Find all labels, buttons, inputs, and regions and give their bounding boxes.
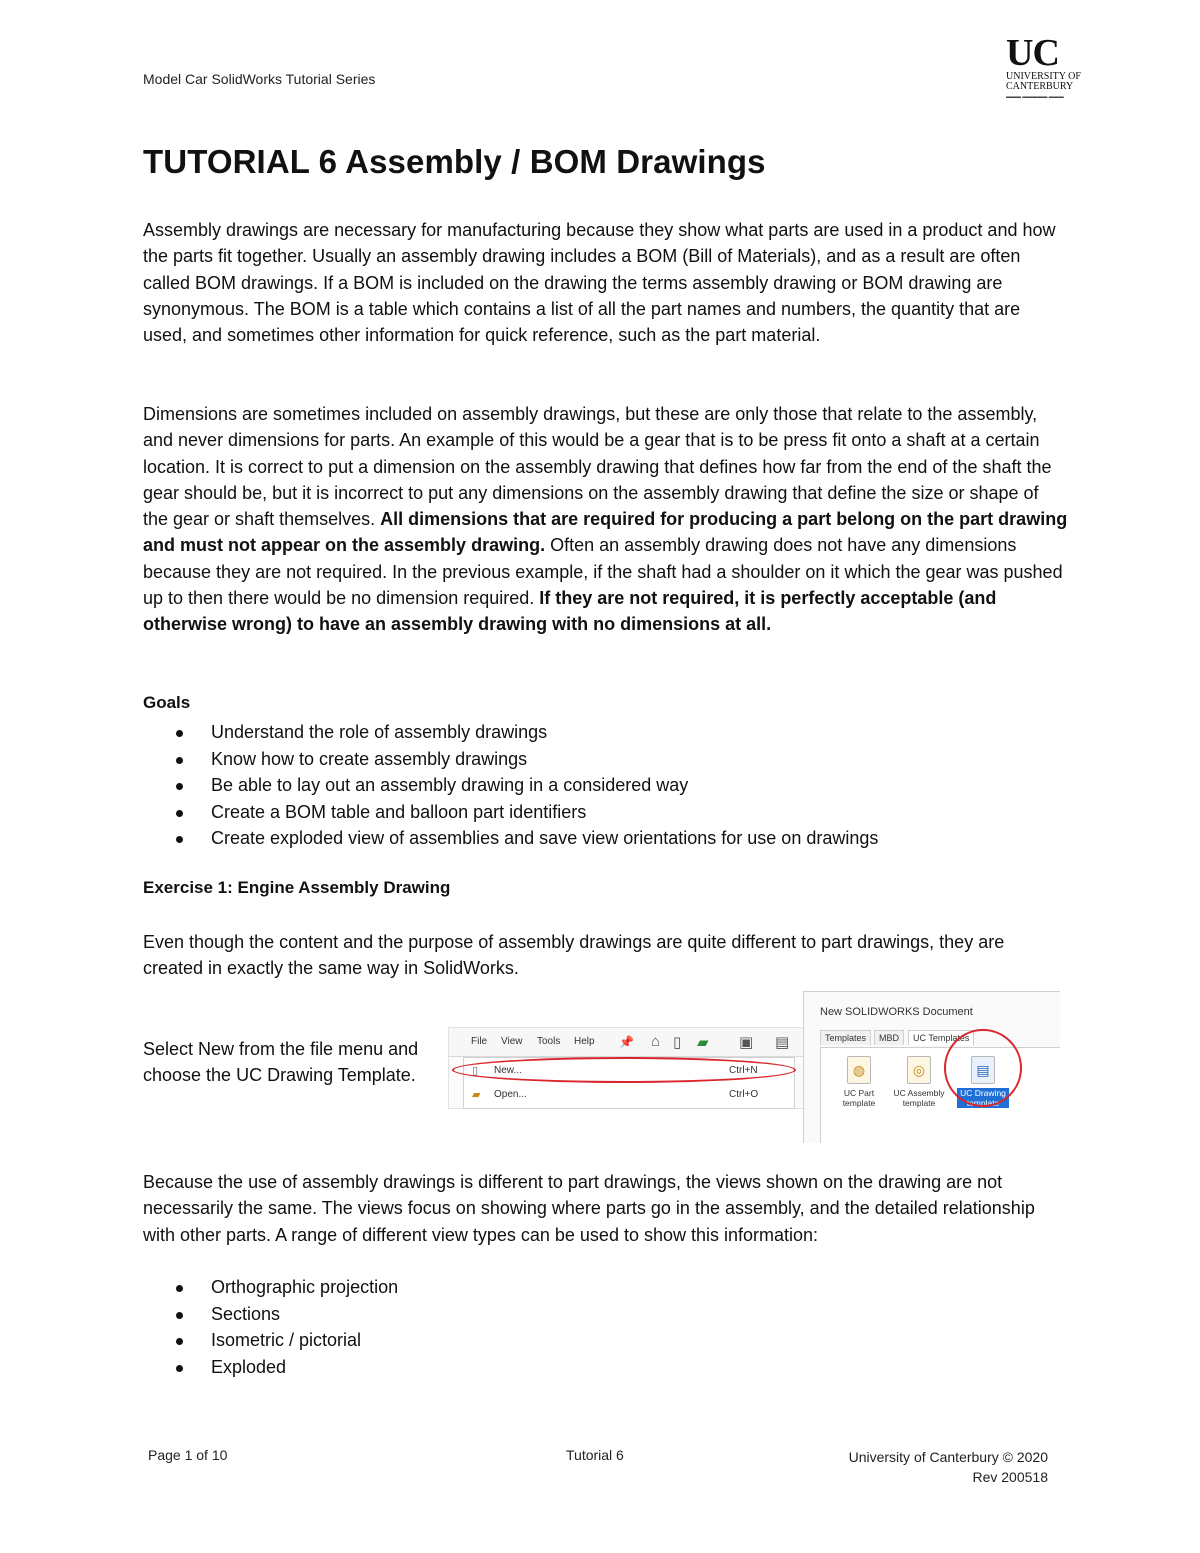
dialog-title: New SOLIDWORKS Document — [820, 1006, 973, 1018]
logo-line2: CANTERBURY — [1006, 81, 1074, 92]
dimensions-bold-2: If they are not required, it is perfectly acceptable (and otherwise wrong) to have an assembly drawing with no dimensions at all. — [143, 588, 997, 635]
menu-tools[interactable]: Tools — [537, 1036, 561, 1047]
dimensions-paragraph — [143, 401, 1068, 638]
view-type-item: Orthographic projection — [172, 1274, 398, 1301]
part-template-icon: ◍ — [847, 1056, 871, 1084]
goal-item: Create a BOM table and balloon part identifiers — [172, 799, 878, 826]
menu-item-new-label: New... — [494, 1065, 522, 1076]
highlight-oval — [452, 1057, 796, 1083]
view-types-list — [172, 1274, 398, 1380]
views-paragraph: Because the use of assembly drawings is different to part drawings, the views shown on the drawing are not necessarily the same. The views focus on showing where parts go in the assembly, and the detailed relationship with other parts. A range of different view types can be used to show this information: — [143, 1172, 1035, 1245]
menu-file[interactable]: File — [471, 1036, 488, 1047]
tab-mbd[interactable]: MBD — [874, 1030, 904, 1045]
templates-panel — [820, 1047, 1060, 1143]
dimensions-text-1: Dimensions are sometimes included on assembly drawings, but these are only those that relate to the assembly, and never dimensions for parts. An example of this would be a gear that is to be press fit onto a shaft at a certain location. It is correct to put a dimension on the assembly drawing that defines how far from the end of the shaft the gear should be, but it is incorrect to put any dimensions on the assembly drawing that define the size or shape of the gear or shaft themselves. — [143, 404, 1052, 530]
view-type-item: Sections — [172, 1301, 398, 1328]
menu-help[interactable]: Help — [574, 1036, 595, 1047]
exercise-1-instruction: Select New from the file menu and choose the UC Drawing Template. — [143, 1039, 419, 1086]
highlight-circle — [944, 1029, 1022, 1107]
menu-view[interactable]: View — [501, 1036, 523, 1047]
menu-item-open[interactable] — [464, 1084, 794, 1106]
template-uc-part[interactable] — [833, 1056, 885, 1108]
menu-bar — [449, 1028, 806, 1057]
save-icon[interactable]: ▣ — [739, 1034, 754, 1051]
footer-page-number: Page 1 of 10 — [148, 1447, 228, 1463]
goals-list — [172, 719, 878, 852]
template-uc-part-label: UC Part template — [842, 1088, 876, 1108]
menu-item-new-shortcut: Ctrl+N — [729, 1065, 758, 1076]
goal-item: Create exploded view of assemblies and save view orientations for use on drawings — [172, 825, 878, 852]
goal-item: Know how to create assembly drawings — [172, 746, 878, 773]
tab-templates[interactable]: Templates — [820, 1030, 871, 1045]
menu-item-open-shortcut: Ctrl+O — [729, 1089, 759, 1100]
footer-revision: Rev 200518 — [972, 1469, 1048, 1485]
goals-heading: Goals — [143, 693, 191, 712]
intro-paragraph: Assembly drawings are necessary for manufacturing because they show what parts are used in a product and how the parts fit together. Usually an assembly drawing includes a BOM (Bill of Materials), and as a result are often called BOM drawings. If a BOM is included on the drawing the terms assembly drawing or BOM drawing are synonymous. The BOM is a table which contains a list of all the part names and numbers, the quantity that are used, and sometimes other information for quick reference, such as the part material. — [143, 220, 1056, 346]
open-folder-icon[interactable]: ▰ — [697, 1034, 709, 1051]
dimensions-bold-1: All dimensions that are required for producing a part belong on the part drawing and must not appear on the assembly drawing. — [143, 509, 1068, 556]
running-header: Model Car SolidWorks Tutorial Series — [143, 71, 376, 87]
goal-item: Be able to lay out an assembly drawing in a considered way — [172, 772, 878, 799]
footer-copyright: University of Canterbury © 2020 — [848, 1449, 1048, 1465]
dimensions-text-2: Often an assembly drawing does not have any dimensions because they are not required. In the previous example, if the shaft had a shoulder on it which the gear was pushed up to then there would be no dimension required. — [143, 535, 1063, 609]
home-icon[interactable]: ⌂ — [651, 1033, 661, 1050]
assembly-template-icon: ◎ — [907, 1056, 931, 1084]
logo-tagline-graphic: ▬▬▬ ▬▬▬▬▬ ▬▬▬ — [1006, 94, 1064, 100]
exercise-1-paragraph: Even though the content and the purpose of assembly drawings are quite different to part drawings, they are created in exactly the same way in SolidWorks. — [143, 932, 1005, 979]
footer-tutorial: Tutorial 6 — [566, 1447, 624, 1463]
menu-item-open-label: Open... — [494, 1089, 527, 1100]
university-logo — [1006, 34, 1101, 114]
logo-line1: UNIVERSITY OF — [1006, 71, 1081, 82]
file-menu-screenshot — [448, 1027, 807, 1109]
new-document-icon[interactable]: ▯ — [673, 1034, 682, 1051]
pin-icon[interactable]: 📌 — [619, 1035, 634, 1049]
drawing-template-icon: ▤ — [971, 1056, 995, 1084]
template-uc-drawing-label: UC Drawing template — [957, 1088, 1009, 1108]
exercise-1-heading: Exercise 1: Engine Assembly Drawing — [143, 878, 451, 897]
template-uc-assembly[interactable] — [893, 1056, 945, 1108]
template-uc-assembly-label: UC Assembly template — [893, 1088, 945, 1108]
view-type-item: Isometric / pictorial — [172, 1327, 398, 1354]
tab-uc-templates[interactable]: UC Templates — [908, 1030, 974, 1045]
view-type-item: Exploded — [172, 1354, 398, 1381]
print-icon[interactable]: ▤ — [775, 1034, 790, 1051]
logo-mark: UC — [1006, 32, 1059, 74]
new-icon: ▯ — [472, 1065, 479, 1077]
goal-item: Understand the role of assembly drawings — [172, 719, 878, 746]
footer-right — [822, 1447, 1048, 1487]
page-title: TUTORIAL 6 Assembly / BOM Drawings — [143, 143, 766, 180]
open-icon: ▰ — [472, 1089, 481, 1101]
